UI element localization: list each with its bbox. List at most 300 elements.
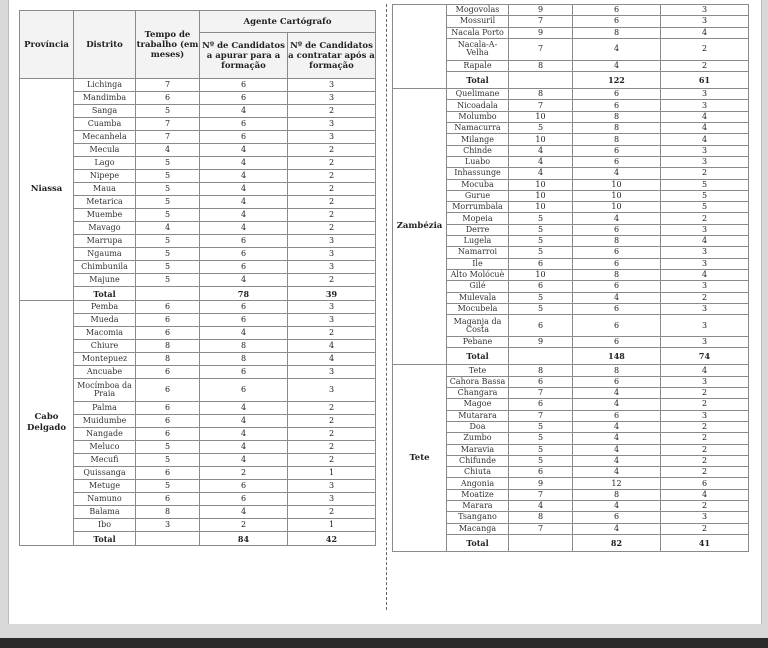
hire-count-cell: 3 <box>661 224 749 235</box>
total-row <box>20 532 376 546</box>
total-label: Total <box>74 287 136 301</box>
train-count-cell: 6 <box>573 303 661 314</box>
time-cell: 5 <box>509 247 573 258</box>
time-cell: 7 <box>509 388 573 399</box>
train-count-cell: 6 <box>573 224 661 235</box>
hire-count-cell: 4 <box>661 27 749 38</box>
time-cell: 5 <box>136 196 200 209</box>
hire-count-cell: 2 <box>661 213 749 224</box>
table-row <box>393 247 749 258</box>
time-cell: 6 <box>136 428 200 441</box>
total-empty-cell <box>136 532 200 546</box>
hire-count-cell: 2 <box>288 441 376 454</box>
hire-count-cell: 5 <box>661 179 749 190</box>
district-cell: Namacurra <box>447 123 509 134</box>
train-count-cell: 4 <box>200 428 288 441</box>
district-cell: Majune <box>74 274 136 287</box>
time-cell: 8 <box>136 340 200 353</box>
hire-count-cell: 3 <box>288 131 376 144</box>
district-cell: Nipepe <box>74 170 136 183</box>
table-row <box>393 523 749 534</box>
time-cell: 5 <box>509 444 573 455</box>
district-cell: Mocubela <box>447 303 509 314</box>
time-cell: 4 <box>509 156 573 167</box>
table-row <box>20 222 376 235</box>
train-count-cell: 8 <box>573 489 661 500</box>
time-cell: 6 <box>509 315 573 337</box>
province-cell <box>393 5 447 89</box>
hire-count-cell: 3 <box>288 118 376 131</box>
district-cell: Nacala-A-Velha <box>447 38 509 60</box>
hire-count-cell: 3 <box>661 337 749 348</box>
time-cell: 8 <box>509 89 573 100</box>
total-label: Total <box>447 72 509 89</box>
district-cell: Meluco <box>74 441 136 454</box>
table-row <box>393 258 749 269</box>
table-row <box>393 303 749 314</box>
train-count-cell: 2 <box>200 467 288 480</box>
time-cell: 6 <box>136 415 200 428</box>
district-cell: Mandimba <box>74 92 136 105</box>
table-row <box>20 79 376 92</box>
district-cell: Mueda <box>74 314 136 327</box>
hire-count-cell: 2 <box>661 444 749 455</box>
time-cell: 8 <box>136 506 200 519</box>
train-count-cell: 8 <box>573 111 661 122</box>
recruitment-table-right <box>392 4 749 552</box>
district-cell: Palma <box>74 402 136 415</box>
table-row <box>393 236 749 247</box>
district-cell: Balama <box>74 506 136 519</box>
header-agent-group: Agente Cartógrafo <box>200 11 376 33</box>
time-cell: 7 <box>509 489 573 500</box>
table-row <box>393 89 749 100</box>
time-cell: 6 <box>136 379 200 402</box>
train-count-cell: 10 <box>573 202 661 213</box>
time-cell: 7 <box>509 523 573 534</box>
time-cell: 7 <box>509 38 573 60</box>
train-count-cell: 4 <box>573 168 661 179</box>
district-cell: Mulevala <box>447 292 509 303</box>
table-row <box>20 415 376 428</box>
train-count-cell: 6 <box>573 89 661 100</box>
train-count-cell: 6 <box>573 145 661 156</box>
district-cell: Chifunde <box>447 455 509 466</box>
hire-count-cell: 2 <box>288 196 376 209</box>
train-count-cell: 4 <box>573 444 661 455</box>
time-cell: 4 <box>136 222 200 235</box>
hire-count-cell: 4 <box>661 236 749 247</box>
district-cell: Namarroi <box>447 247 509 258</box>
time-cell: 5 <box>136 157 200 170</box>
time-cell: 10 <box>509 190 573 201</box>
time-cell: 6 <box>136 366 200 379</box>
time-cell: 3 <box>136 519 200 532</box>
train-count-cell: 10 <box>573 179 661 190</box>
time-cell: 5 <box>136 261 200 274</box>
train-count-cell: 4 <box>573 292 661 303</box>
time-cell: 5 <box>509 236 573 247</box>
train-count-cell: 4 <box>573 60 661 71</box>
district-cell: Gilé <box>447 281 509 292</box>
hire-count-cell: 3 <box>288 314 376 327</box>
time-cell: 7 <box>136 118 200 131</box>
train-count-cell: 6 <box>573 410 661 421</box>
train-count-cell: 4 <box>200 209 288 222</box>
train-count-cell: 4 <box>200 415 288 428</box>
time-cell: 6 <box>509 467 573 478</box>
table-row <box>20 235 376 248</box>
district-cell: Ancuabe <box>74 366 136 379</box>
time-cell: 5 <box>136 105 200 118</box>
train-count-cell: 10 <box>573 190 661 201</box>
time-cell: 4 <box>509 145 573 156</box>
hire-count-cell: 3 <box>288 261 376 274</box>
header-district: Distrito <box>74 11 136 79</box>
time-cell: 5 <box>136 209 200 222</box>
table-row <box>20 506 376 519</box>
train-count-cell: 6 <box>573 376 661 387</box>
train-count-cell: 6 <box>573 258 661 269</box>
hire-count-cell: 2 <box>288 105 376 118</box>
train-count-cell: 4 <box>573 388 661 399</box>
train-count-cell: 4 <box>200 196 288 209</box>
total-hire: 39 <box>288 287 376 301</box>
train-count-cell: 4 <box>573 421 661 432</box>
district-cell: Derre <box>447 224 509 235</box>
hire-count-cell: 3 <box>288 235 376 248</box>
train-count-cell: 4 <box>200 222 288 235</box>
table-row <box>393 202 749 213</box>
province-cell: Zambézia <box>393 89 447 365</box>
hire-count-cell: 4 <box>661 489 749 500</box>
train-count-cell: 8 <box>573 365 661 376</box>
hire-count-cell: 4 <box>661 134 749 145</box>
train-count-cell: 6 <box>573 281 661 292</box>
time-cell: 9 <box>509 5 573 16</box>
time-cell: 5 <box>509 123 573 134</box>
district-cell: Maua <box>74 183 136 196</box>
table-row <box>393 179 749 190</box>
district-cell: Montepuez <box>74 353 136 366</box>
total-train: 84 <box>200 532 288 546</box>
district-cell: Ile <box>447 258 509 269</box>
table-row <box>393 315 749 337</box>
train-count-cell: 8 <box>573 134 661 145</box>
table-row <box>20 480 376 493</box>
hire-count-cell: 3 <box>661 258 749 269</box>
train-count-cell: 6 <box>200 314 288 327</box>
table-row <box>393 16 749 27</box>
district-cell: Zumbo <box>447 433 509 444</box>
district-cell: Ibo <box>74 519 136 532</box>
district-cell: Maravia <box>447 444 509 455</box>
hire-count-cell: 2 <box>288 170 376 183</box>
time-cell: 4 <box>509 500 573 511</box>
hire-count-cell: 5 <box>661 190 749 201</box>
train-count-cell: 6 <box>200 235 288 248</box>
table-row <box>20 131 376 144</box>
district-cell: Mossuril <box>447 16 509 27</box>
train-count-cell: 4 <box>200 441 288 454</box>
time-cell: 5 <box>136 274 200 287</box>
table-row <box>20 196 376 209</box>
hire-count-cell: 2 <box>288 274 376 287</box>
header-time: Tempo de trabalho (em meses) <box>136 11 200 79</box>
district-cell: Luabo <box>447 156 509 167</box>
district-cell: Metarica <box>74 196 136 209</box>
train-count-cell: 4 <box>200 506 288 519</box>
hire-count-cell: 3 <box>661 315 749 337</box>
hire-count-cell: 2 <box>661 168 749 179</box>
table-row <box>393 512 749 523</box>
hire-count-cell: 2 <box>288 327 376 340</box>
time-cell: 5 <box>136 248 200 261</box>
time-cell: 7 <box>136 131 200 144</box>
total-hire: 42 <box>288 532 376 546</box>
total-row <box>393 72 749 89</box>
district-cell: Chiuta <box>447 467 509 478</box>
hire-count-cell: 1 <box>288 519 376 532</box>
hire-count-cell: 2 <box>661 292 749 303</box>
district-cell: Inhassunge <box>447 168 509 179</box>
time-cell: 5 <box>509 421 573 432</box>
district-cell: Moatize <box>447 489 509 500</box>
total-train: 78 <box>200 287 288 301</box>
district-cell: Chimbunila <box>74 261 136 274</box>
table-row <box>393 410 749 421</box>
total-train: 122 <box>573 72 661 89</box>
train-count-cell: 8 <box>573 123 661 134</box>
hire-count-cell: 3 <box>288 301 376 314</box>
train-count-cell: 6 <box>200 379 288 402</box>
hire-count-cell: 3 <box>661 156 749 167</box>
hire-count-cell: 2 <box>661 388 749 399</box>
district-cell: Quissanga <box>74 467 136 480</box>
table-row <box>20 340 376 353</box>
time-cell: 5 <box>136 454 200 467</box>
train-count-cell: 4 <box>573 467 661 478</box>
hire-count-cell: 2 <box>661 433 749 444</box>
table-row <box>393 478 749 489</box>
table-row <box>393 5 749 16</box>
hire-count-cell: 3 <box>288 248 376 261</box>
train-count-cell: 8 <box>200 353 288 366</box>
hire-count-cell: 2 <box>288 209 376 222</box>
district-cell: Tsangano <box>447 512 509 523</box>
table-row <box>393 388 749 399</box>
table-row <box>393 100 749 111</box>
district-cell: Mogovolas <box>447 5 509 16</box>
time-cell: 9 <box>509 478 573 489</box>
time-cell: 10 <box>509 202 573 213</box>
table-row <box>20 379 376 402</box>
time-cell: 10 <box>509 111 573 122</box>
hire-count-cell: 3 <box>661 512 749 523</box>
table-row <box>393 156 749 167</box>
train-count-cell: 6 <box>200 261 288 274</box>
time-cell: 9 <box>509 27 573 38</box>
table-row <box>20 274 376 287</box>
train-count-cell: 6 <box>200 301 288 314</box>
hire-count-cell: 4 <box>661 269 749 280</box>
total-empty-cell <box>509 348 573 365</box>
train-count-cell: 4 <box>200 327 288 340</box>
hire-count-cell: 2 <box>661 421 749 432</box>
table-row <box>393 213 749 224</box>
train-count-cell: 4 <box>573 399 661 410</box>
table-row <box>393 467 749 478</box>
total-label: Total <box>74 532 136 546</box>
district-cell: Tete <box>447 365 509 376</box>
district-cell: Marara <box>447 500 509 511</box>
train-count-cell: 6 <box>200 79 288 92</box>
district-cell: Chinde <box>447 145 509 156</box>
train-count-cell: 6 <box>573 337 661 348</box>
district-cell: Angonia <box>447 478 509 489</box>
hire-count-cell: 2 <box>661 60 749 71</box>
train-count-cell: 8 <box>200 340 288 353</box>
train-count-cell: 2 <box>200 519 288 532</box>
time-cell: 5 <box>136 170 200 183</box>
district-cell: Cuamba <box>74 118 136 131</box>
hire-count-cell: 2 <box>288 506 376 519</box>
hire-count-cell: 4 <box>288 340 376 353</box>
train-count-cell: 6 <box>573 5 661 16</box>
table-row <box>393 224 749 235</box>
district-cell: Nangade <box>74 428 136 441</box>
district-cell: Mopeia <box>447 213 509 224</box>
hire-count-cell: 4 <box>661 123 749 134</box>
train-count-cell: 8 <box>573 236 661 247</box>
province-cell: Cabo Delgado <box>20 301 74 546</box>
time-cell: 6 <box>509 258 573 269</box>
district-cell: Muidumbe <box>74 415 136 428</box>
district-cell: Mecanhela <box>74 131 136 144</box>
time-cell: 7 <box>509 100 573 111</box>
train-count-cell: 4 <box>200 183 288 196</box>
table-row <box>20 118 376 131</box>
table-row <box>393 111 749 122</box>
train-count-cell: 6 <box>200 480 288 493</box>
train-count-cell: 4 <box>200 454 288 467</box>
district-cell: Ngauma <box>74 248 136 261</box>
hire-count-cell: 2 <box>661 523 749 534</box>
time-cell: 6 <box>509 281 573 292</box>
table-row <box>393 399 749 410</box>
table-row <box>20 314 376 327</box>
table-row <box>393 38 749 60</box>
hire-count-cell: 4 <box>288 353 376 366</box>
table-row <box>393 421 749 432</box>
hire-count-cell: 5 <box>661 202 749 213</box>
district-cell: Changara <box>447 388 509 399</box>
district-cell: Morrumbala <box>447 202 509 213</box>
table-row <box>20 261 376 274</box>
time-cell: 8 <box>509 512 573 523</box>
hire-count-cell: 2 <box>288 183 376 196</box>
table-row <box>393 376 749 387</box>
total-hire: 74 <box>661 348 749 365</box>
train-count-cell: 4 <box>573 433 661 444</box>
table-row <box>20 467 376 480</box>
table-row <box>20 183 376 196</box>
hire-count-cell: 4 <box>661 365 749 376</box>
time-cell: 6 <box>136 467 200 480</box>
time-cell: 6 <box>509 376 573 387</box>
district-cell: Mocímboa da Praia <box>74 379 136 402</box>
time-cell: 4 <box>509 168 573 179</box>
time-cell: 6 <box>136 92 200 105</box>
hire-count-cell: 2 <box>288 454 376 467</box>
district-cell: Pemba <box>74 301 136 314</box>
district-cell: Mecula <box>74 144 136 157</box>
table-row <box>393 27 749 38</box>
train-count-cell: 4 <box>200 157 288 170</box>
district-cell: Mavago <box>74 222 136 235</box>
table-row <box>393 269 749 280</box>
hire-count-cell: 3 <box>288 366 376 379</box>
time-cell: 4 <box>136 144 200 157</box>
total-empty-cell <box>136 287 200 301</box>
district-cell: Mocuba <box>447 179 509 190</box>
table-row <box>20 144 376 157</box>
table-row <box>393 123 749 134</box>
time-cell: 5 <box>509 455 573 466</box>
time-cell: 8 <box>136 353 200 366</box>
hire-count-cell: 6 <box>661 478 749 489</box>
hire-count-cell: 2 <box>288 144 376 157</box>
hire-count-cell: 3 <box>661 145 749 156</box>
train-count-cell: 6 <box>200 118 288 131</box>
train-count-cell: 12 <box>573 478 661 489</box>
district-cell: Lago <box>74 157 136 170</box>
time-cell: 6 <box>136 314 200 327</box>
hire-count-cell: 3 <box>661 100 749 111</box>
table-row <box>393 337 749 348</box>
recruitment-table-left <box>19 10 376 546</box>
time-cell: 10 <box>509 179 573 190</box>
district-cell: Namuno <box>74 493 136 506</box>
table-row <box>393 145 749 156</box>
district-cell: Gurue <box>447 190 509 201</box>
train-count-cell: 8 <box>573 269 661 280</box>
total-label: Total <box>447 534 509 551</box>
table-row <box>20 402 376 415</box>
time-cell: 6 <box>136 301 200 314</box>
total-empty-cell <box>509 534 573 551</box>
hire-count-cell: 2 <box>288 157 376 170</box>
district-cell: Lichinga <box>74 79 136 92</box>
time-cell: 5 <box>509 303 573 314</box>
column-divider <box>386 4 387 610</box>
table-row <box>393 455 749 466</box>
time-cell: 5 <box>509 224 573 235</box>
district-cell: Maganja da Costa <box>447 315 509 337</box>
train-count-cell: 4 <box>200 274 288 287</box>
hire-count-cell: 3 <box>288 379 376 402</box>
hire-count-cell: 3 <box>661 410 749 421</box>
hire-count-cell: 2 <box>661 38 749 60</box>
total-train: 82 <box>573 534 661 551</box>
total-row <box>393 348 749 365</box>
district-cell: Macomia <box>74 327 136 340</box>
train-count-cell: 4 <box>200 170 288 183</box>
district-cell: Macanga <box>447 523 509 534</box>
table-row <box>20 353 376 366</box>
hire-count-cell: 4 <box>661 111 749 122</box>
district-cell: Metuge <box>74 480 136 493</box>
